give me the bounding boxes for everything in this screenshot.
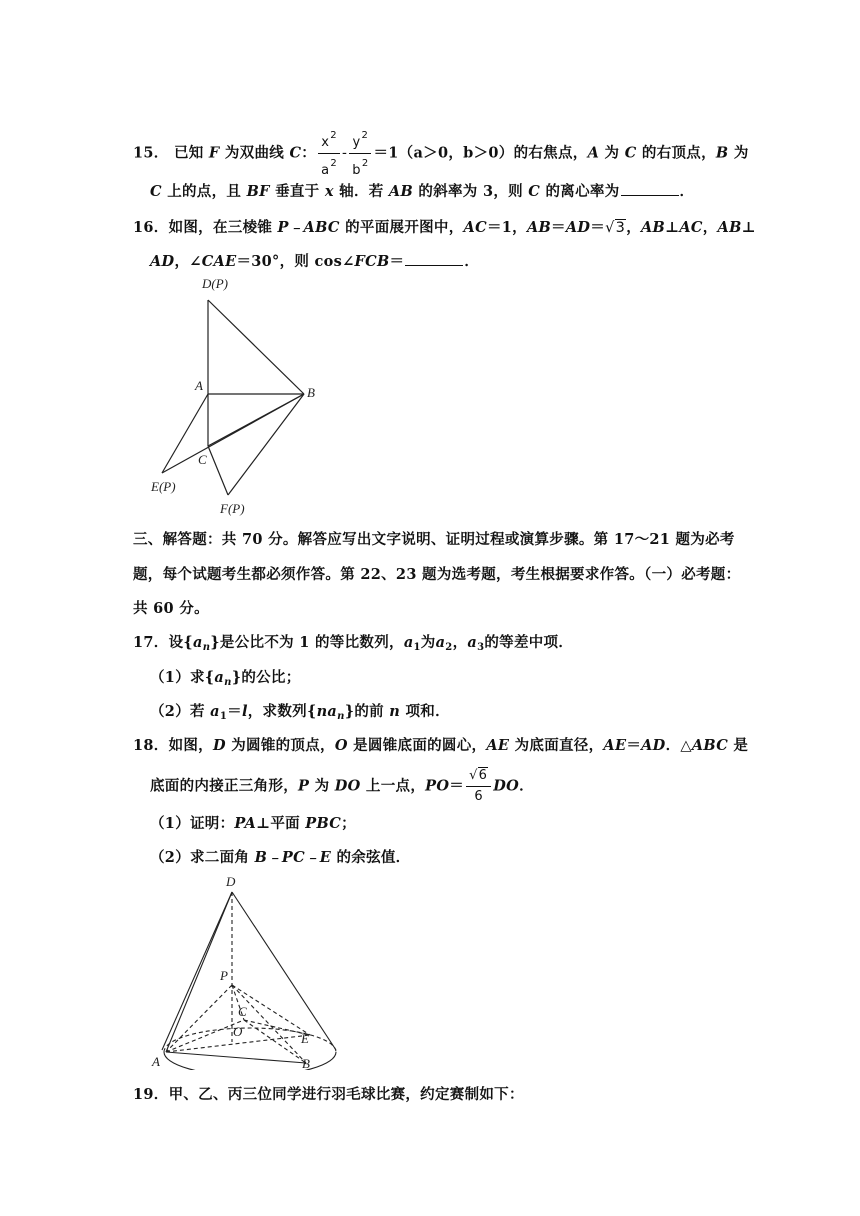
- q18-var: ABC: [691, 737, 729, 754]
- subscript: n: [202, 642, 211, 653]
- q17-var: na: [316, 703, 338, 720]
- q15-var: C: [624, 144, 637, 162]
- q18-text: ．: [519, 777, 534, 795]
- q17-text: （1）求{: [150, 669, 215, 686]
- label-P: P: [220, 968, 228, 983]
- frac-den: a: [321, 163, 330, 178]
- q16-line2: [150, 250, 479, 271]
- generator-right: [232, 892, 336, 1050]
- frac-num: y: [352, 135, 361, 150]
- q15-text: 垂直于: [275, 183, 320, 200]
- q15-text: ＝1（a＞0，b＞0）的右焦点，: [373, 144, 588, 162]
- q18-text: 底面的内接正三角形，: [150, 777, 298, 795]
- q16-text: ，: [702, 219, 718, 236]
- q17-text: ，: [452, 634, 468, 651]
- sqrt-three: √3: [605, 220, 626, 236]
- q18-text: 为: [314, 777, 330, 795]
- q16-text: ＝: [551, 219, 566, 236]
- q17-number: 17．: [133, 634, 169, 651]
- label-A: A: [152, 1054, 160, 1069]
- q17-text: ＝: [227, 703, 242, 720]
- section3-text: 三、解答题：共 70 分。解答应写出文字说明、证明过程或演算步骤。第 17～21 题为必考: [133, 531, 735, 548]
- q16-net-figure: [140, 270, 340, 520]
- q16-line1: [133, 216, 756, 237]
- q16-text: ，∠: [174, 253, 202, 270]
- q15-text: 为: [604, 144, 620, 162]
- q18-text: 的余弦值．: [336, 849, 411, 866]
- q18-line1: [133, 734, 748, 755]
- q16-var: AB⊥: [717, 219, 756, 236]
- q18-var: PBC: [305, 815, 342, 832]
- minus-sign: -: [342, 145, 348, 162]
- label-C: C: [238, 1004, 247, 1019]
- q15-var: AB: [388, 183, 414, 200]
- q16-var: AD: [150, 253, 175, 270]
- section3-text: 题，每个试题考生都必须作答。第 22、23 题为选考题，考生根据要求作答。（一）必考题：: [133, 566, 741, 583]
- frac-num: x: [321, 135, 330, 150]
- subscript: 1: [219, 711, 228, 722]
- q18-text: ．△: [665, 737, 692, 754]
- frac-den: 6: [474, 789, 483, 804]
- label-O: O: [233, 1024, 243, 1039]
- q18-text: （2）求二面角: [150, 849, 250, 866]
- q18-cone-figure: [140, 870, 340, 1070]
- q16-text: ＝1，: [486, 219, 527, 236]
- q17-var: a: [403, 634, 414, 651]
- q18-text: 上一点，: [365, 777, 426, 795]
- q17-text: }的公比；: [231, 669, 301, 686]
- exp: 2: [330, 130, 337, 141]
- q17-line1: [133, 631, 573, 653]
- q18-var: P: [298, 777, 310, 795]
- q17-text: ，求数列{: [247, 703, 317, 720]
- section3-line3: [133, 597, 209, 618]
- q18-text: ；: [341, 815, 356, 832]
- q15-line1: [133, 126, 749, 181]
- q16-var: CAE: [201, 253, 237, 270]
- q16-var: AB⊥AC: [641, 219, 703, 236]
- answer-blank: [621, 194, 679, 196]
- hyperbola-fraction-y: [349, 126, 371, 181]
- edge-CF: [208, 446, 228, 495]
- q18-sub2: [150, 846, 410, 867]
- q18-text: 如图，: [168, 737, 213, 754]
- exp: 2: [361, 130, 369, 141]
- q18-var: AD: [641, 737, 666, 754]
- q17-text: 设{: [168, 634, 194, 651]
- subscript: n: [224, 677, 232, 688]
- q17-var: n: [389, 703, 401, 720]
- subscript: 1: [413, 642, 421, 653]
- q18-var: AE: [603, 737, 627, 754]
- exp: 2: [330, 158, 338, 169]
- q19-number: 19．: [133, 1086, 169, 1103]
- base-ellipse-back: [164, 1028, 336, 1052]
- q17-text: 的等差中项．: [484, 634, 574, 651]
- q15-text: 为: [733, 144, 749, 162]
- q15-text: 的右顶点，: [641, 144, 716, 162]
- edge-FB: [228, 394, 304, 495]
- label-E: E: [301, 1031, 309, 1046]
- label-A: A: [195, 378, 203, 393]
- q18-text: 是: [733, 737, 749, 754]
- q15-text: 的离心率为: [545, 183, 620, 200]
- q15-text: 为双曲线: [224, 144, 285, 162]
- edge-AB: [166, 1052, 306, 1063]
- subscript: n: [337, 711, 345, 722]
- q15-line2: [150, 180, 694, 201]
- q15-text: 的斜率为 3，则: [418, 183, 523, 200]
- q17-text: }是公比不为 1 的等比数列，: [210, 634, 404, 651]
- q17-text: 为: [420, 634, 436, 651]
- q15-text: 已知: [173, 144, 204, 162]
- answer-blank: [405, 264, 463, 266]
- q16-var: P﹣ABC: [277, 219, 340, 236]
- q16-number: 16．: [133, 219, 169, 236]
- q15-var: C: [528, 183, 541, 200]
- q18-number: 18．: [133, 737, 169, 754]
- base-ellipse-front: [164, 1052, 336, 1070]
- q16-text: 的平面展开图中，: [345, 219, 464, 236]
- q16-var: AC: [463, 219, 487, 236]
- q16-text: 如图，在三棱锥: [168, 219, 273, 236]
- edge-PB: [232, 985, 306, 1063]
- frac-den: b: [352, 163, 361, 178]
- q18-text: ＝: [449, 777, 465, 795]
- q16-text: ＝30°，则 cos∠: [236, 253, 355, 270]
- label-C: C: [198, 452, 207, 467]
- q17-var: a: [193, 634, 203, 651]
- q15-var: C: [150, 183, 162, 200]
- label-D: D(P): [202, 276, 228, 291]
- q16-text: ＝: [590, 219, 606, 236]
- subscript: 2: [445, 642, 453, 653]
- q18-var: DO: [334, 777, 361, 795]
- q16-text: ＝: [389, 253, 405, 270]
- q17-text: }的前: [344, 703, 384, 720]
- q15-var: F: [208, 144, 220, 162]
- label-F: F(P): [220, 501, 245, 516]
- section3-line2: [133, 563, 740, 584]
- q18-text: ＝: [626, 737, 642, 754]
- q15-var: A: [587, 144, 600, 162]
- q17-var: a: [214, 669, 225, 686]
- q17-var: l: [241, 703, 248, 720]
- q17-var: a: [435, 634, 446, 651]
- q16-var: AB: [526, 219, 552, 236]
- q18-text: 为底面直径，: [514, 737, 604, 754]
- q18-var: B﹣PC﹣E: [254, 849, 332, 866]
- q18-var: PO: [425, 777, 450, 795]
- q15-var: x: [324, 183, 334, 200]
- q15-var: C: [289, 144, 302, 162]
- q17-text: （2）若: [150, 703, 205, 720]
- q15-var: BF: [246, 183, 270, 200]
- q15-var: B: [715, 144, 729, 162]
- q18-var: PA: [234, 815, 257, 832]
- label-E: E(P): [151, 479, 176, 494]
- q17-sub2: [150, 700, 450, 722]
- q16-text: ，: [626, 219, 641, 236]
- q19-line1: [133, 1083, 524, 1104]
- label-B: B: [307, 385, 315, 400]
- q17-text: 项和．: [405, 703, 450, 720]
- q18-text: 为圆锥的顶点，: [231, 737, 335, 754]
- q18-text: ⊥平面: [256, 815, 300, 832]
- q18-var: DO: [493, 777, 520, 795]
- q15-text: 上的点，且: [167, 183, 242, 200]
- q17-var: a: [210, 703, 220, 720]
- label-B: B: [302, 1056, 310, 1070]
- radicand: 3: [615, 220, 626, 236]
- q17-sub1: [150, 666, 301, 688]
- q18-sub1: [150, 812, 356, 833]
- section3-text: 共 60 分。: [133, 600, 209, 617]
- exp: 2: [361, 158, 369, 169]
- q16-var: FCB: [354, 253, 390, 270]
- edge-CB: [208, 394, 304, 446]
- q18-text: （1）证明：: [150, 815, 235, 832]
- q15-number: 15．: [133, 144, 169, 162]
- q15-text: ．: [679, 183, 695, 200]
- edge-DB: [208, 300, 304, 394]
- subscript: 3: [477, 642, 485, 653]
- q15-text: 轴．若: [339, 183, 384, 200]
- section3-line1: [133, 528, 735, 549]
- sqrt6-over-6-fraction: $\frac{√6}{6}$: [466, 766, 491, 807]
- q16-var: AD: [565, 219, 591, 236]
- q18-line2: [150, 766, 534, 807]
- radicand: 6: [478, 768, 488, 783]
- q17-var: a: [467, 634, 478, 651]
- q18-var: O: [334, 737, 348, 754]
- q18-text: 是圆锥底面的圆心，: [353, 737, 487, 754]
- q18-var: D: [212, 737, 226, 754]
- label-D: D: [226, 874, 236, 889]
- q15-text: ：: [301, 144, 317, 162]
- q18-var: AE: [486, 737, 510, 754]
- q16-text: ．: [464, 253, 480, 270]
- hyperbola-fraction-x: [318, 126, 340, 181]
- q19-text: 甲、乙、丙三位同学进行羽毛球比赛，约定赛制如下：: [168, 1086, 524, 1103]
